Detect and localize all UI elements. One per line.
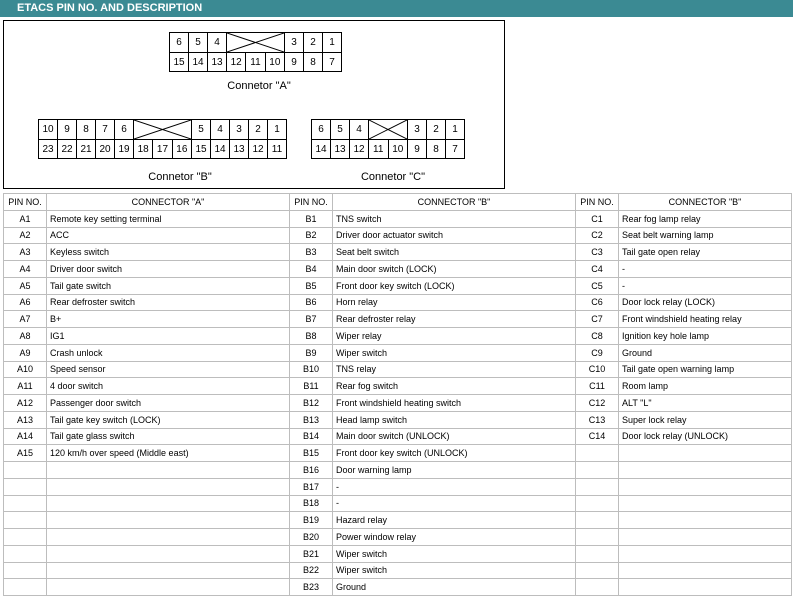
pin-number-cell: A14 <box>4 428 47 445</box>
connector-pin: 13 <box>230 140 249 159</box>
header-pin-no-b: PIN NO. <box>290 194 333 211</box>
pin-number-cell: B22 <box>290 562 333 579</box>
pin-number-cell: A10 <box>4 361 47 378</box>
pin-description-cell <box>47 462 290 479</box>
connector-pin: 4 <box>208 33 227 53</box>
connector-key-blank <box>227 33 285 53</box>
pin-number-cell: B20 <box>290 529 333 546</box>
pin-description-cell: Crash unlock <box>47 344 290 361</box>
pin-description-cell <box>619 495 792 512</box>
pin-description-cell: Hazard relay <box>333 512 576 529</box>
pin-number-cell: A13 <box>4 411 47 428</box>
connector-pin: 22 <box>58 140 77 159</box>
pin-description-cell: Tail gate key switch (LOCK) <box>47 411 290 428</box>
pin-number-cell <box>576 445 619 462</box>
pin-description-cell: Wiper switch <box>333 344 576 361</box>
cross-mark-icon <box>227 33 284 52</box>
pin-number-cell: A5 <box>4 277 47 294</box>
pin-description-cell: B+ <box>47 311 290 328</box>
pin-number-cell: B12 <box>290 395 333 412</box>
pin-number-cell: C14 <box>576 428 619 445</box>
pin-number-cell: B6 <box>290 294 333 311</box>
pin-description-cell: Tail gate open warning lamp <box>619 361 792 378</box>
pin-number-cell: C12 <box>576 395 619 412</box>
pin-number-cell <box>576 545 619 562</box>
table-row <box>4 395 792 412</box>
pin-description-cell: ALT "L" <box>619 395 792 412</box>
pin-number-cell: A11 <box>4 378 47 395</box>
table-row <box>4 411 792 428</box>
pin-description-cell: Front windshield heating relay <box>619 311 792 328</box>
connector-pin: 18 <box>134 140 153 159</box>
pin-number-cell: C4 <box>576 261 619 278</box>
pin-description-cell: Driver door switch <box>47 261 290 278</box>
pin-description-cell: Seat belt warning lamp <box>619 227 792 244</box>
pin-description-cell: Tail gate glass switch <box>47 428 290 445</box>
pin-number-cell <box>4 562 47 579</box>
pin-description-cell: Seat belt switch <box>333 244 576 261</box>
pin-number-cell: B5 <box>290 277 333 294</box>
pin-description-cell: Tail gate open relay <box>619 244 792 261</box>
connector-pin: 4 <box>211 120 230 140</box>
connector-pin: 20 <box>96 140 115 159</box>
connector-pin: 13 <box>208 53 227 72</box>
pin-description-cell <box>619 512 792 529</box>
pin-description-cell: Rear defroster relay <box>333 311 576 328</box>
pin-description-cell <box>47 529 290 546</box>
connector-pin: 3 <box>230 120 249 140</box>
table-row <box>4 244 792 261</box>
connector-pin: 10 <box>265 53 284 72</box>
pin-number-cell: A6 <box>4 294 47 311</box>
connector-pin: 6 <box>312 120 331 140</box>
pin-description-cell: Front door key switch (UNLOCK) <box>333 445 576 462</box>
connector-pin: 14 <box>189 53 208 72</box>
table-row <box>4 445 792 462</box>
connector-pin: 1 <box>268 120 287 140</box>
connector-c-label: Connetor "C" <box>360 171 426 183</box>
connector-pin: 2 <box>249 120 268 140</box>
pin-number-cell: B2 <box>290 227 333 244</box>
pin-number-cell: A7 <box>4 311 47 328</box>
connector-pin: 17 <box>153 140 172 159</box>
connector-pin: 6 <box>115 120 134 140</box>
table-row <box>4 495 792 512</box>
pin-description-cell: ACC <box>47 227 290 244</box>
connector-pin: 8 <box>77 120 96 140</box>
header-connector-c: CONNECTOR "B" <box>619 194 792 211</box>
pin-number-cell: C10 <box>576 361 619 378</box>
pin-description-cell: Main door switch (UNLOCK) <box>333 428 576 445</box>
pin-number-cell: C13 <box>576 411 619 428</box>
header-pin-no-c: PIN NO. <box>576 194 619 211</box>
pin-description-cell: Wiper switch <box>333 545 576 562</box>
connector-pin: 4 <box>350 120 369 140</box>
connector-pin: 12 <box>227 53 246 72</box>
table-row <box>4 512 792 529</box>
pin-number-cell: B3 <box>290 244 333 261</box>
cross-mark-icon <box>369 120 407 139</box>
pin-description-cell: Speed sensor <box>47 361 290 378</box>
connector-pin: 2 <box>427 120 446 140</box>
connector-pin: 11 <box>268 140 287 159</box>
connector-pin: 8 <box>427 140 446 159</box>
table-row <box>4 344 792 361</box>
table-row <box>4 277 792 294</box>
pin-number-cell: B10 <box>290 361 333 378</box>
pin-number-cell <box>4 495 47 512</box>
connector-pin: 12 <box>249 140 268 159</box>
connector-diagram <box>3 20 505 189</box>
pin-description-cell: Remote key setting terminal <box>47 210 290 227</box>
pin-number-cell <box>4 462 47 479</box>
pin-description-cell <box>619 562 792 579</box>
connector-pin: 3 <box>285 33 304 53</box>
pin-description-cell <box>619 462 792 479</box>
connector-pin: 15 <box>170 53 189 72</box>
pin-description-cell: Rear fog lamp relay <box>619 210 792 227</box>
pin-number-cell: B9 <box>290 344 333 361</box>
header-connector-b: CONNECTOR "B" <box>333 194 576 211</box>
table-row <box>4 328 792 345</box>
table-row <box>4 529 792 546</box>
pin-description-cell: Super lock relay <box>619 411 792 428</box>
pin-number-cell: C11 <box>576 378 619 395</box>
pin-number-cell: B1 <box>290 210 333 227</box>
pin-description-cell: Rear defroster switch <box>47 294 290 311</box>
pin-number-cell <box>4 512 47 529</box>
pin-description-cell: Front windshield heating switch <box>333 395 576 412</box>
table-row <box>4 428 792 445</box>
pin-number-cell: C9 <box>576 344 619 361</box>
table-row <box>4 294 792 311</box>
pin-description-cell: Wiper relay <box>333 328 576 345</box>
pin-description-table <box>3 193 792 596</box>
pin-description-cell: Ground <box>333 579 576 596</box>
pin-number-cell: A12 <box>4 395 47 412</box>
pin-number-cell <box>4 545 47 562</box>
pin-description-cell: Rear fog switch <box>333 378 576 395</box>
pin-number-cell <box>576 579 619 596</box>
pin-description-cell: Wiper switch <box>333 562 576 579</box>
pin-description-cell: Keyless switch <box>47 244 290 261</box>
connector-pin: 9 <box>408 140 427 159</box>
connector-a-diagram <box>169 32 342 72</box>
connector-pin: 21 <box>77 140 96 159</box>
pin-description-cell <box>47 562 290 579</box>
connector-pin: 12 <box>350 140 369 159</box>
pin-number-cell: C6 <box>576 294 619 311</box>
pin-description-cell: Ground <box>619 344 792 361</box>
pin-number-cell: A3 <box>4 244 47 261</box>
table-row <box>4 562 792 579</box>
pin-number-cell: A15 <box>4 445 47 462</box>
connector-pin: 15 <box>192 140 211 159</box>
connector-pin: 1 <box>446 120 465 140</box>
pin-description-cell: Driver door actuator switch <box>333 227 576 244</box>
pin-number-cell: A2 <box>4 227 47 244</box>
pin-description-cell: Front door key switch (LOCK) <box>333 277 576 294</box>
connector-pin: 7 <box>96 120 115 140</box>
pin-description-cell <box>619 545 792 562</box>
pin-description-cell: IG1 <box>47 328 290 345</box>
pin-description-cell: Ignition key hole lamp <box>619 328 792 345</box>
connector-pin: 9 <box>58 120 77 140</box>
pin-number-cell: C2 <box>576 227 619 244</box>
pin-description-cell <box>619 478 792 495</box>
header-connector-a: CONNECTOR "A" <box>47 194 290 211</box>
pin-description-cell: TNS switch <box>333 210 576 227</box>
pin-number-cell: B17 <box>290 478 333 495</box>
pin-number-cell <box>4 478 47 495</box>
table-row <box>4 361 792 378</box>
pin-number-cell: C8 <box>576 328 619 345</box>
table-row <box>4 227 792 244</box>
pin-number-cell: B7 <box>290 311 333 328</box>
connector-pin: 9 <box>285 53 304 72</box>
connector-pin: 19 <box>115 140 134 159</box>
pin-description-cell <box>47 478 290 495</box>
pin-description-cell: Tail gate switch <box>47 277 290 294</box>
pin-description-cell: Door warning lamp <box>333 462 576 479</box>
page-title: ETACS PIN NO. AND DESCRIPTION <box>0 0 793 17</box>
connector-pin: 14 <box>211 140 230 159</box>
pin-description-cell <box>619 529 792 546</box>
pin-number-cell <box>576 495 619 512</box>
pin-description-cell <box>47 545 290 562</box>
pin-number-cell <box>576 478 619 495</box>
connector-key-blank <box>134 120 192 140</box>
pin-number-cell <box>576 512 619 529</box>
pin-number-cell: B14 <box>290 428 333 445</box>
table-row <box>4 545 792 562</box>
table-row <box>4 261 792 278</box>
pin-description-cell: Passenger door switch <box>47 395 290 412</box>
pin-number-cell: B13 <box>290 411 333 428</box>
connector-pin: 5 <box>189 33 208 53</box>
table-row <box>4 478 792 495</box>
connector-pin: 10 <box>39 120 58 140</box>
pin-description-cell: - <box>619 277 792 294</box>
pin-description-cell: Head lamp switch <box>333 411 576 428</box>
connector-pin: 23 <box>39 140 58 159</box>
pin-number-cell: B4 <box>290 261 333 278</box>
connector-pin: 16 <box>172 140 191 159</box>
pin-description-cell: - <box>333 495 576 512</box>
connector-pin: 11 <box>369 140 389 159</box>
header-pin-no-a: PIN NO. <box>4 194 47 211</box>
pin-description-cell: TNS relay <box>333 361 576 378</box>
pin-number-cell <box>576 562 619 579</box>
table-header-row <box>4 194 792 211</box>
table-row <box>4 579 792 596</box>
pin-number-cell: B23 <box>290 579 333 596</box>
pin-description-cell <box>47 579 290 596</box>
connector-pin: 5 <box>192 120 211 140</box>
pin-number-cell <box>576 462 619 479</box>
table-row <box>4 462 792 479</box>
pin-description-cell: Room lamp <box>619 378 792 395</box>
connector-pin: 6 <box>170 33 189 53</box>
pin-description-cell <box>619 445 792 462</box>
pin-number-cell: A9 <box>4 344 47 361</box>
pin-number-cell: B16 <box>290 462 333 479</box>
pin-number-cell: A8 <box>4 328 47 345</box>
pin-number-cell: A1 <box>4 210 47 227</box>
connector-pin: 7 <box>323 53 342 72</box>
pin-description-cell: Horn relay <box>333 294 576 311</box>
table-row <box>4 210 792 227</box>
connector-pin: 3 <box>408 120 427 140</box>
pin-description-cell: - <box>333 478 576 495</box>
table-row <box>4 378 792 395</box>
pin-description-cell: 4 door switch <box>47 378 290 395</box>
pin-number-cell <box>4 529 47 546</box>
pin-number-cell: B15 <box>290 445 333 462</box>
connector-pin: 8 <box>304 53 323 72</box>
pin-description-cell: Main door switch (LOCK) <box>333 261 576 278</box>
pin-number-cell: B21 <box>290 545 333 562</box>
connector-pin: 10 <box>388 140 408 159</box>
pin-number-cell: B18 <box>290 495 333 512</box>
connector-a-label: Connetor "A" <box>227 80 291 92</box>
connector-pin: 14 <box>312 140 331 159</box>
pin-description-cell <box>47 495 290 512</box>
connector-pin: 11 <box>246 53 265 72</box>
pin-number-cell: C3 <box>576 244 619 261</box>
pin-description-cell <box>619 579 792 596</box>
pin-description-cell: - <box>619 261 792 278</box>
connector-b-diagram <box>38 119 287 159</box>
pin-description-cell <box>47 512 290 529</box>
connector-pin: 13 <box>331 140 350 159</box>
pin-description-cell: Door lock relay (LOCK) <box>619 294 792 311</box>
pin-number-cell: A4 <box>4 261 47 278</box>
connector-pin: 5 <box>331 120 350 140</box>
connector-b-label: Connetor "B" <box>148 171 212 183</box>
connector-c-diagram <box>311 119 465 159</box>
pin-number-cell: B11 <box>290 378 333 395</box>
pin-number-cell: C1 <box>576 210 619 227</box>
connector-pin: 7 <box>446 140 465 159</box>
pin-description-cell: 120 km/h over speed (Middle east) <box>47 445 290 462</box>
cross-mark-icon <box>134 120 191 139</box>
connector-pin: 1 <box>323 33 342 53</box>
pin-number-cell: B19 <box>290 512 333 529</box>
pin-number-cell: C7 <box>576 311 619 328</box>
pin-number-cell <box>576 529 619 546</box>
connector-pin: 2 <box>304 33 323 53</box>
pin-number-cell <box>4 579 47 596</box>
connector-key-blank <box>369 120 408 140</box>
pin-number-cell: C5 <box>576 277 619 294</box>
pin-description-cell: Power window relay <box>333 529 576 546</box>
pin-number-cell: B8 <box>290 328 333 345</box>
table-row <box>4 311 792 328</box>
pin-description-cell: Door lock relay (UNLOCK) <box>619 428 792 445</box>
